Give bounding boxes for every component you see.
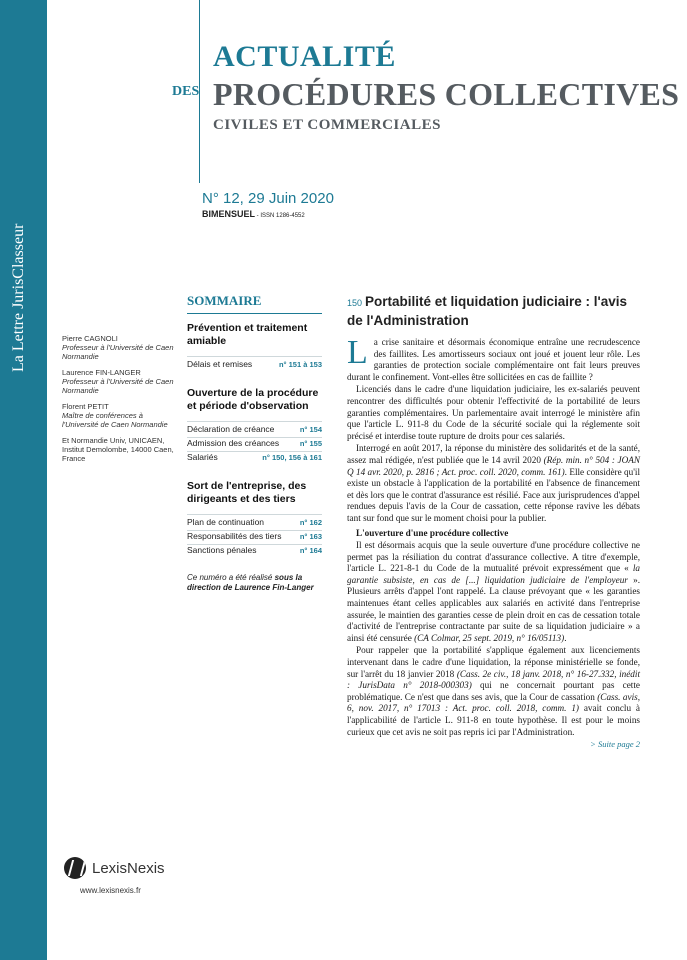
toc-entry[interactable]: Responsabilités des tiers n° 163 xyxy=(187,531,322,545)
brand-name: LexisNexis xyxy=(92,859,165,877)
sidebar-label: La Lettre JurisClasseur xyxy=(10,223,27,372)
toc-entry[interactable]: Plan de continuation n° 162 xyxy=(187,517,322,531)
toc-title: SOMMAIRE xyxy=(187,293,322,314)
toc-section-heading: Sort de l'entreprise, des dirigeants et des tiers xyxy=(187,480,307,505)
subtitle: CIVILES ET COMMERCIALES xyxy=(213,117,441,133)
toc-entry[interactable]: Déclaration de créance n° 154 xyxy=(187,424,322,438)
author-affiliation: Et Normandie Univ, UNICAEN, Institut Demolombe, 14000 Caen, France xyxy=(62,436,174,463)
lead-article xyxy=(347,293,640,751)
author-list xyxy=(62,334,180,470)
issue-note: Ce numéro a été réalisé sous la direction de Laurence Fin-Langer xyxy=(187,573,314,592)
title-line1: ACTUALITÉ xyxy=(213,40,396,73)
drop-cap: L xyxy=(347,334,368,371)
article-number: 150 xyxy=(347,298,363,308)
left-sidebar xyxy=(0,0,47,960)
article-body: La crise sanitaire et désormais économique entraîne une recrudescence des faillites. Les amortisseurs sociaux ont joué et jouent leur rôle. Les garanties de protection sociale complémentaire ont fait leurs preuves durant le confinement. Vont-elles être sollicitées en cas de faillite ? Licenciés dans le cadre d'une liquidation judiciaire, les ex-salariés peuvent rencontrer des difficultés pour obtenir l'effectivité de la portabilité de leurs garanties complémentaires. Un parlementaire avait interrogé le ministère afin que l'article L. 911-8 du Code de la sécurité sociale qui la réglemente soit précisé et interdise toute rupture de droits pour ces salariés. Interrogé en août 2017, la réponse du ministère des solidarités et de la santé, assez mal rédigée, n'est publiée que le 14 avril 2020 (Rép. min. n° 504 : JOAN Q 14 avr. 2020, p. 2816 ; Act. proc. coll. 2020, comm. 161). Elle considère qu'il existe un obstacle à l'application de la portabilité en l'absence de financement et dès lors que le contrat d'assurance est résilié. Face aux jurisprudences d'appel rendues depuis l'avis de la Cour de cassation, cette réponse ravive les débats tant sur fond que sur le moment choisi pour la publier. L'ouverture d'une procédure collective Il est désormais acquis que la seule ouverture d'une procédure collective ne permet pas la résiliation du contrat d'assurance collective. A titre d'exemple, l'article L. 221-8-1 du Code de la mutualité prévoit expressément que « la garantie subsiste, en cas de [...] liquidation judiciaire de l'employeur ». Plusieurs arrêts d'appel l'ont rappelé. La clause prévoyant que « les garanties maintenues étant celles applicables aux salariés en activité dans l'entreprise assurée, le maintien des garanties cesse de plein droit en cas de cessation totale d'activité de l'entreprise contractante par suite de sa liquidation judiciaire » a ainsi été censurée (CA Colmar, 25 sept. 2019, n° 16/05113). Pour rappeler que la portabilité s'applique également aux licenciements intervenant dans le cadre d'une liquidation, la réponse ministérielle se fonde, sur l'arrêt du 18 janvier 2018 (Cass. 2e civ., 18 janv. 2018, n° 16-27.332, inédit : JurisData n° 2018-000303) qui ne concernait pourtant pas cette problématique. Ce n'est que dans ses avis, que la Cour de cassation (Cass. avis, 6, nov. 2017, n° 17013 : Act. proc. coll. 2018, comm. 1) avait conclu à l'applicabilité de l'article L. 911-8 en toute hypothèse. Il est pour le moins curieux que cet avis ne soit pas repris ici par l'Administration. > Suite page 2 xyxy=(347,334,641,750)
article-subheading: L'ouverture d'une procédure collective xyxy=(356,527,509,538)
toc-entry[interactable]: Sanctions pénales n° 164 xyxy=(187,545,322,555)
author: Florent PETIT Maître de conférences à l'Université de Caen Normandie xyxy=(62,402,168,429)
toc-entry[interactable]: Délais et remises n° 151 à 153 xyxy=(187,359,322,369)
website-url[interactable]: www.lexisnexis.fr xyxy=(80,886,141,895)
title-line2: PROCÉDURES COLLECTIVES xyxy=(213,76,680,112)
title-des: DES xyxy=(172,84,200,99)
table-of-contents xyxy=(187,293,322,593)
frequency: BIMENSUEL - ISSN 1286-4552 xyxy=(202,209,305,219)
toc-section-heading: Ouverture de la procédure et période d'observation xyxy=(187,387,319,412)
toc-entry[interactable]: Salariés n° 150, 156 à 161 xyxy=(187,452,322,462)
article-title: 150 Portabilité et liquidation judiciaire : l'avis de l'Administration xyxy=(347,294,628,328)
issue-number: N° 12, 29 Juin 2020 xyxy=(202,190,334,207)
publisher-logo xyxy=(64,857,165,879)
lexisnexis-logo-icon xyxy=(64,857,86,879)
issn: - ISSN 1286-4552 xyxy=(255,213,305,219)
continued-link[interactable]: > Suite page 2 xyxy=(590,739,640,750)
author: Pierre CAGNOLI Professeur à l'Université de Caen Normandie xyxy=(62,334,174,361)
toc-section-heading: Prévention et traitement amiable xyxy=(187,322,308,347)
author: Laurence FIN-LANGER Professeur à l'Université de Caen Normandie xyxy=(62,368,174,395)
toc-entry[interactable]: Admission des créances n° 155 xyxy=(187,438,322,452)
